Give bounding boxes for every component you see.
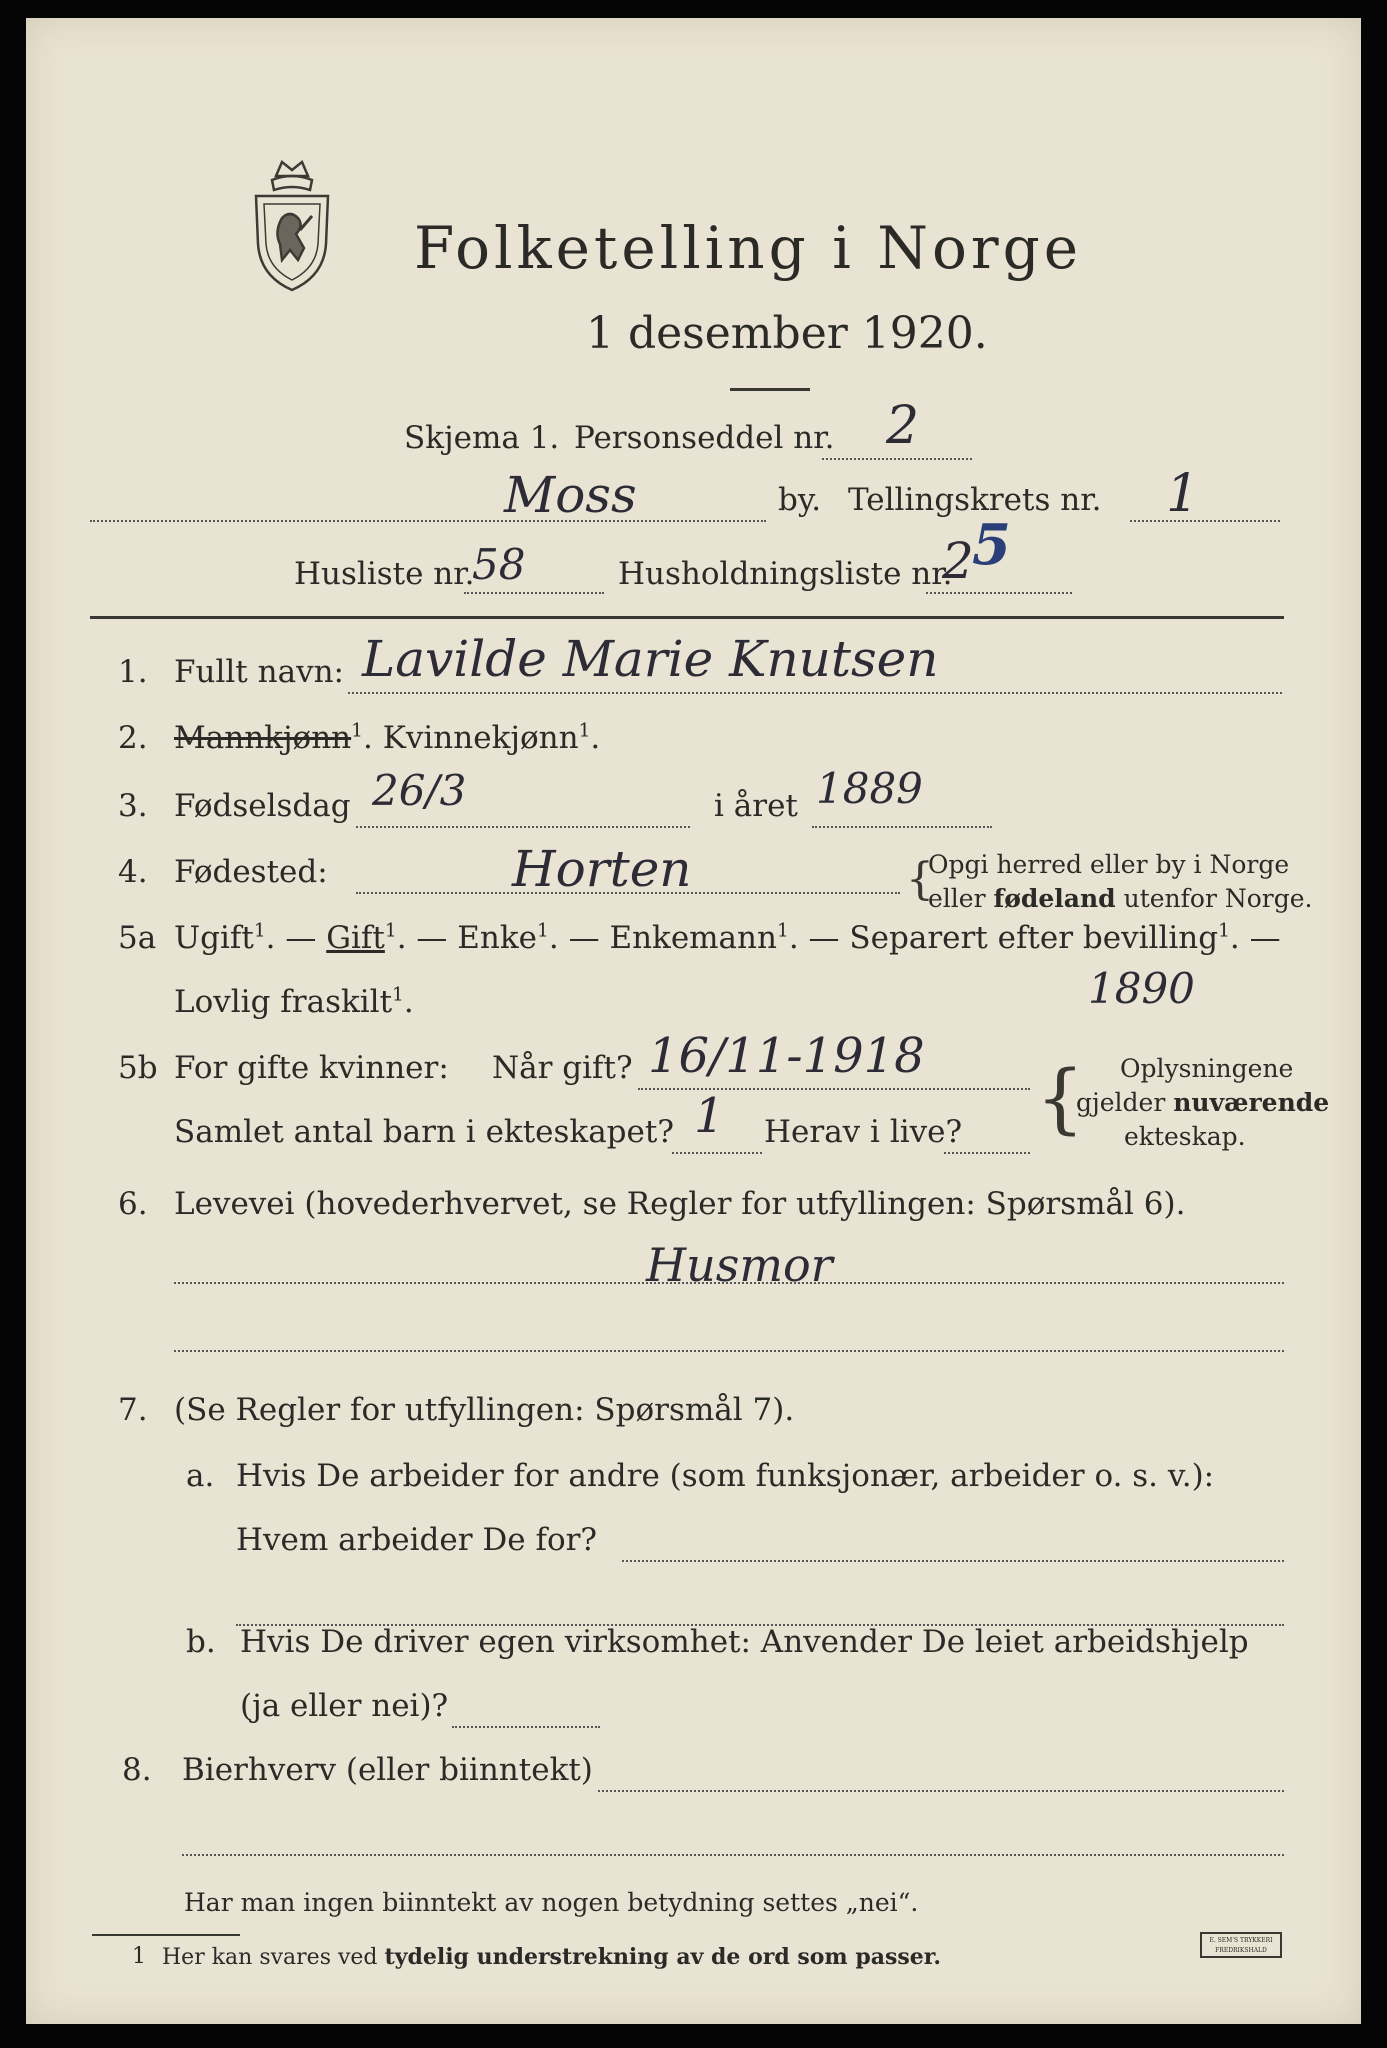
q5b-label: For gifte kvinner: bbox=[174, 1050, 449, 1086]
q5b-barn-label: Samlet antal barn i ekteskapet? bbox=[174, 1114, 674, 1150]
q1-value: Lavilde Marie Knutsen bbox=[362, 630, 939, 688]
q5a-option-enke: Enke bbox=[457, 920, 538, 956]
q1-number: 1. bbox=[118, 654, 148, 690]
schema-label: Skjema 1. bbox=[404, 420, 560, 456]
q5a-option-fraskilt-line: Lovlig fraskilt$^1$. bbox=[174, 984, 414, 1020]
q5a-annotation: 1890 bbox=[1088, 964, 1195, 1013]
husholdning-value: 2 bbox=[942, 532, 974, 590]
husliste-value: 58 bbox=[472, 540, 526, 589]
personseddel-label: Personseddel nr. bbox=[574, 420, 835, 456]
personseddel-value: 2 bbox=[886, 396, 920, 456]
q8-number: 8. bbox=[122, 1752, 152, 1788]
footnote-rule bbox=[92, 1934, 240, 1936]
q4-number: 4. bbox=[118, 854, 148, 890]
q8-field-line-1 bbox=[598, 1790, 1284, 1792]
tellingskrets-field-line bbox=[1130, 520, 1280, 522]
q7-label: (Se Regler for utfyllingen: Spørsmål 7). bbox=[174, 1392, 795, 1428]
coat-of-arms-icon bbox=[246, 156, 338, 296]
q5b-naar-label: Når gift? bbox=[492, 1050, 633, 1086]
census-form bbox=[26, 18, 1361, 2024]
by-field-line bbox=[90, 520, 766, 522]
by-value: Moss bbox=[504, 466, 637, 524]
q2-number: 2. bbox=[118, 720, 148, 756]
q4-value: Horten bbox=[512, 840, 692, 898]
q3-year-field-line bbox=[812, 826, 992, 828]
q2-option-male: Mannkjønn bbox=[174, 720, 352, 756]
printer-stamp: E. SEM'S TRYKKERI FREDRIKSHALD bbox=[1200, 1932, 1282, 1958]
tellingskrets-value: 1 bbox=[1166, 464, 1200, 524]
husholdning-field-line bbox=[926, 592, 1072, 594]
by-label: by. bbox=[778, 482, 822, 518]
biinntekt-note: Har man ingen biinntekt av nogen betydning settes „nei“. bbox=[184, 1888, 919, 1917]
q5b-note-line3: ekteskap. bbox=[1124, 1122, 1246, 1151]
q5a-option-separert: Separert efter bevilling bbox=[849, 920, 1219, 956]
q4-label: Fødested: bbox=[174, 854, 328, 890]
q1-field-line bbox=[348, 692, 1282, 694]
footnote-text: Her kan svares ved tydelig understrekning av de ord som passer. bbox=[162, 1944, 942, 1970]
tellingskrets-label: Tellingskrets nr. bbox=[848, 482, 1102, 518]
q6-value: Husmor bbox=[646, 1238, 833, 1292]
q7b-question: (ja eller nei)? bbox=[240, 1688, 449, 1724]
q4-note-line1: Opgi herred eller by i Norge bbox=[928, 850, 1290, 879]
q5a-number: 5a bbox=[118, 920, 157, 956]
page-title: Folketelling i Norge bbox=[414, 214, 1083, 282]
personseddel-field-line bbox=[822, 458, 972, 460]
husliste-label: Husliste nr. bbox=[294, 556, 475, 592]
census-date: 1 desember 1920. bbox=[586, 308, 988, 359]
husliste-field-line bbox=[464, 592, 604, 594]
q5b-barn-field-line bbox=[672, 1152, 762, 1154]
header-rule bbox=[90, 616, 1284, 619]
q2-option-female: Kvinnekjønn bbox=[382, 720, 579, 756]
q5b-barn-value: 1 bbox=[694, 1088, 725, 1144]
q5b-live-label: Herav i live? bbox=[764, 1114, 963, 1150]
q5b-number: 5b bbox=[118, 1050, 158, 1086]
header-divider bbox=[730, 388, 810, 391]
q7b-label: Hvis De driver egen virksomhet: Anvender De leiet arbeidshjelp bbox=[240, 1624, 1249, 1660]
q5a-options: Ugift$^1$. — Gift$^1$. — Enke$^1$. — Enkemann$^1$. — Separert efter bevilling$^1$. — bbox=[174, 920, 1281, 956]
q4-note-bracket: { bbox=[906, 854, 934, 905]
q5b-note-line2: gjelder nuværende bbox=[1076, 1088, 1330, 1117]
q6-number: 6. bbox=[118, 1186, 148, 1222]
q7a-question: Hvem arbeider De for? bbox=[236, 1522, 598, 1558]
q2-options: Mannkjønn$^1$. Kvinnekjønn$^1$. bbox=[174, 720, 601, 756]
q7b-field-line bbox=[452, 1726, 600, 1728]
q7a-number: a. bbox=[186, 1458, 215, 1494]
husholdning-correction: 5 bbox=[972, 512, 1011, 578]
q3-year-label: i året bbox=[714, 788, 798, 824]
q8-label: Bierhverv (eller biinntekt) bbox=[182, 1752, 593, 1788]
q5b-naar-value: 16/11-1918 bbox=[648, 1028, 925, 1084]
q5b-note-line1: Oplysningene bbox=[1120, 1054, 1294, 1083]
q3-field-line bbox=[356, 826, 690, 828]
q5a-option-ugift: Ugift bbox=[174, 920, 254, 956]
q3-label: Fødselsdag bbox=[174, 788, 351, 824]
q5a-option-fraskilt: Lovlig fraskilt bbox=[174, 984, 393, 1020]
q3-year-value: 1889 bbox=[816, 764, 923, 813]
q5b-note-bracket: { bbox=[1036, 1053, 1085, 1142]
q6-field-line-1 bbox=[174, 1282, 1284, 1284]
q3-value: 26/3 bbox=[372, 766, 467, 815]
q5a-option-gift: Gift bbox=[326, 920, 385, 956]
q5a-option-enkemann: Enkemann bbox=[609, 920, 777, 956]
q7a-field-line-1 bbox=[622, 1560, 1284, 1562]
q5b-live-field-line bbox=[944, 1152, 1030, 1154]
footnote-number: 1 bbox=[132, 1944, 146, 1969]
q7a-label: Hvis De arbeider for andre (som funksjonær, arbeider o. s. v.): bbox=[236, 1458, 1215, 1494]
husholdning-label: Husholdningsliste nr. bbox=[618, 556, 953, 592]
q7-number: 7. bbox=[118, 1392, 148, 1428]
q3-number: 3. bbox=[118, 788, 148, 824]
q8-field-line-2 bbox=[182, 1854, 1284, 1856]
q1-label: Fullt navn: bbox=[174, 654, 344, 690]
q4-note-line2: eller fødeland utenfor Norge. bbox=[928, 884, 1313, 913]
q7b-number: b. bbox=[186, 1624, 216, 1660]
q6-field-line-2 bbox=[174, 1350, 1284, 1352]
q6-label: Levevei (hovederhvervet, se Regler for utfyllingen: Spørsmål 6). bbox=[174, 1186, 1186, 1222]
